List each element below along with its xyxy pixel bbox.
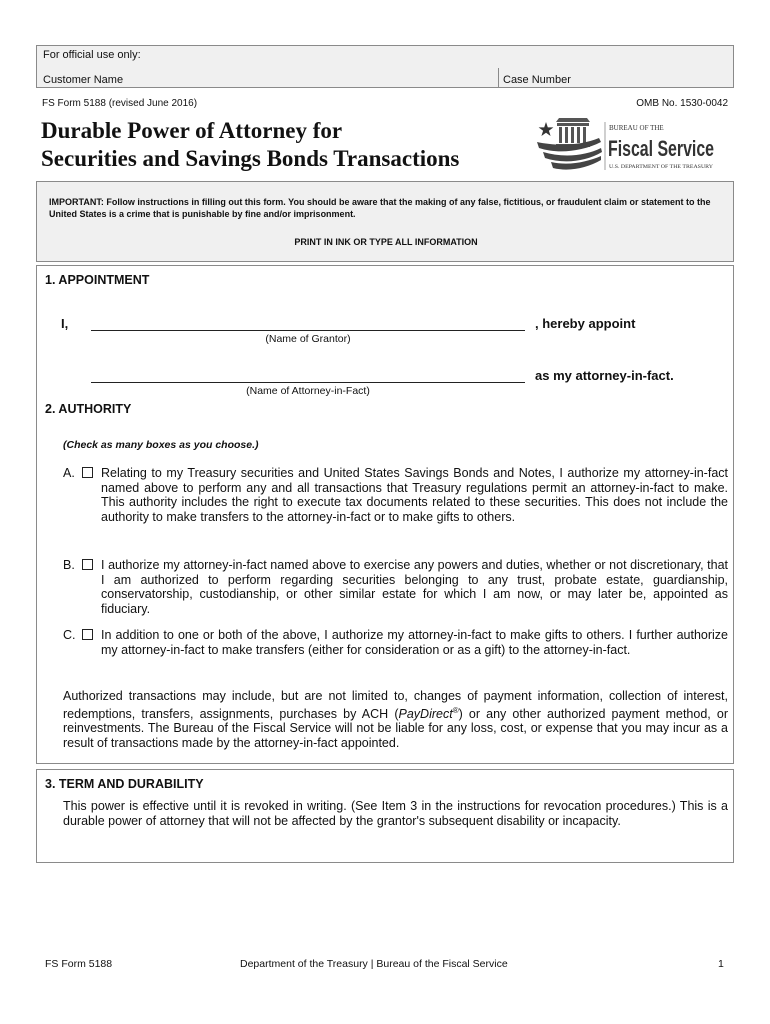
grantor-name-caption: (Name of Grantor) xyxy=(265,333,351,345)
registered-mark: ® xyxy=(452,705,459,715)
case-number-label: Case Number xyxy=(503,74,571,86)
omb-number: OMB No. 1530-0042 xyxy=(636,98,728,109)
attorney-name-caption: (Name of Attorney-in-Fact) xyxy=(246,385,370,397)
customer-name-label: Customer Name xyxy=(43,74,124,86)
term-durability-section xyxy=(36,769,734,863)
option-c-text: In addition to one or both of the above, I authorize my attorney-in-fact to make gifts to others. I further authorize my attorney-in-fact to make transfers (either for consideration or as a gift) to the attorney-in-fact. xyxy=(101,628,728,657)
fiscal-service-logo xyxy=(535,116,715,174)
option-b-checkbox[interactable] xyxy=(82,559,93,570)
authorized-text-post: or any other authorized payment method, or reinvestments. The Bureau of the Fiscal Service will not be liable for any loss, cost, or expense that you may incur as a result of transactions made by the attorney-in-fact appointed. xyxy=(63,706,728,750)
important-notice-box xyxy=(36,181,734,262)
authorized-text-pre: Authorized transactions may include, but are not limited to, changes of payment information, collection of interest, redemptions, transfers, assignments, purchases by ACH xyxy=(63,689,728,721)
attorney-name-field[interactable] xyxy=(91,382,525,383)
form-id: FS Form 5188 (revised June 2016) xyxy=(42,98,198,109)
appointment-authority-section xyxy=(36,265,734,764)
option-b-letter: B. xyxy=(63,558,75,572)
paydirect-parenthetical: (PayDirect®) xyxy=(394,705,463,721)
footer-form-id: FS Form 5188 xyxy=(45,958,113,970)
grantor-prefix: I, xyxy=(61,316,69,331)
footer-department: Department of the Treasury | Bureau of the Fiscal Service xyxy=(240,958,508,970)
logo-bureau-text: BUREAU OF THE xyxy=(609,124,664,132)
option-a-letter: A. xyxy=(63,466,75,480)
important-notice-text: IMPORTANT: Follow instructions in filling out this form. You should be aware that the making of any false, fictitious, or fraudulent claim or statement to the United States is a crime that is punishable by fine and/or imprisonment. xyxy=(49,197,711,219)
case-number-divider xyxy=(498,68,499,88)
title-line-1: Durable Power of Attorney for xyxy=(41,118,343,143)
logo-name-text: Fiscal Service xyxy=(608,136,714,161)
option-c-checkbox[interactable] xyxy=(82,629,93,640)
authority-heading: 2. AUTHORITY xyxy=(45,402,132,416)
title-line-2: Securities and Savings Bonds Transactions xyxy=(41,146,460,171)
print-instructions: PRINT IN INK OR TYPE ALL INFORMATION xyxy=(294,237,478,247)
appointment-heading: 1. APPOINTMENT xyxy=(45,273,150,287)
term-durability-heading: 3. TERM AND DURABILITY xyxy=(45,777,204,791)
logo-dept-text: U.S. DEPARTMENT OF THE TREASURY xyxy=(609,165,714,170)
page-title xyxy=(41,117,459,173)
footer-page-number: 1 xyxy=(718,958,724,970)
authorized-transactions-text xyxy=(63,689,728,751)
option-a-text: Relating to my Treasury securities and United States Savings Bonds and Notes, I authorize my attorney-in-fact named above to perform any and all transactions that Treasury regulations permit an attorney-in-fact to make. This authority includes the right to execute tax documents related to these securities. This does not include the authority to make transfers to the attorney-in-fact or to make gifts to others. xyxy=(101,466,728,524)
attorney-suffix: as my attorney-in-fact. xyxy=(535,368,674,383)
grantor-suffix: , hereby appoint xyxy=(535,316,636,331)
option-b-text: I authorize my attorney-in-fact named above to exercise any powers and duties, whether or not discretionary, that I am authorized to perform regarding securities belonging to any trust, probate estate, guardianship, conservatorship, custodianship, or other similar estate for which I am now, or may later be, appointed as fiduciary. xyxy=(101,558,728,616)
term-durability-text: This power is effective until it is revoked in writing. (See Item 3 in the instructions for revocation procedures.) This is a durable power of attorney that will not be affected by the grantor's subsequent disability or incapacity. xyxy=(63,799,728,828)
option-c-letter: C. xyxy=(63,628,76,642)
option-a-checkbox[interactable] xyxy=(82,467,93,478)
official-use-box xyxy=(36,45,734,88)
official-use-label: For official use only: xyxy=(43,49,141,61)
check-boxes-note: (Check as many boxes as you choose.) xyxy=(63,439,259,451)
grantor-name-field[interactable] xyxy=(91,330,525,331)
paydirect-name: PayDirect xyxy=(398,706,453,721)
